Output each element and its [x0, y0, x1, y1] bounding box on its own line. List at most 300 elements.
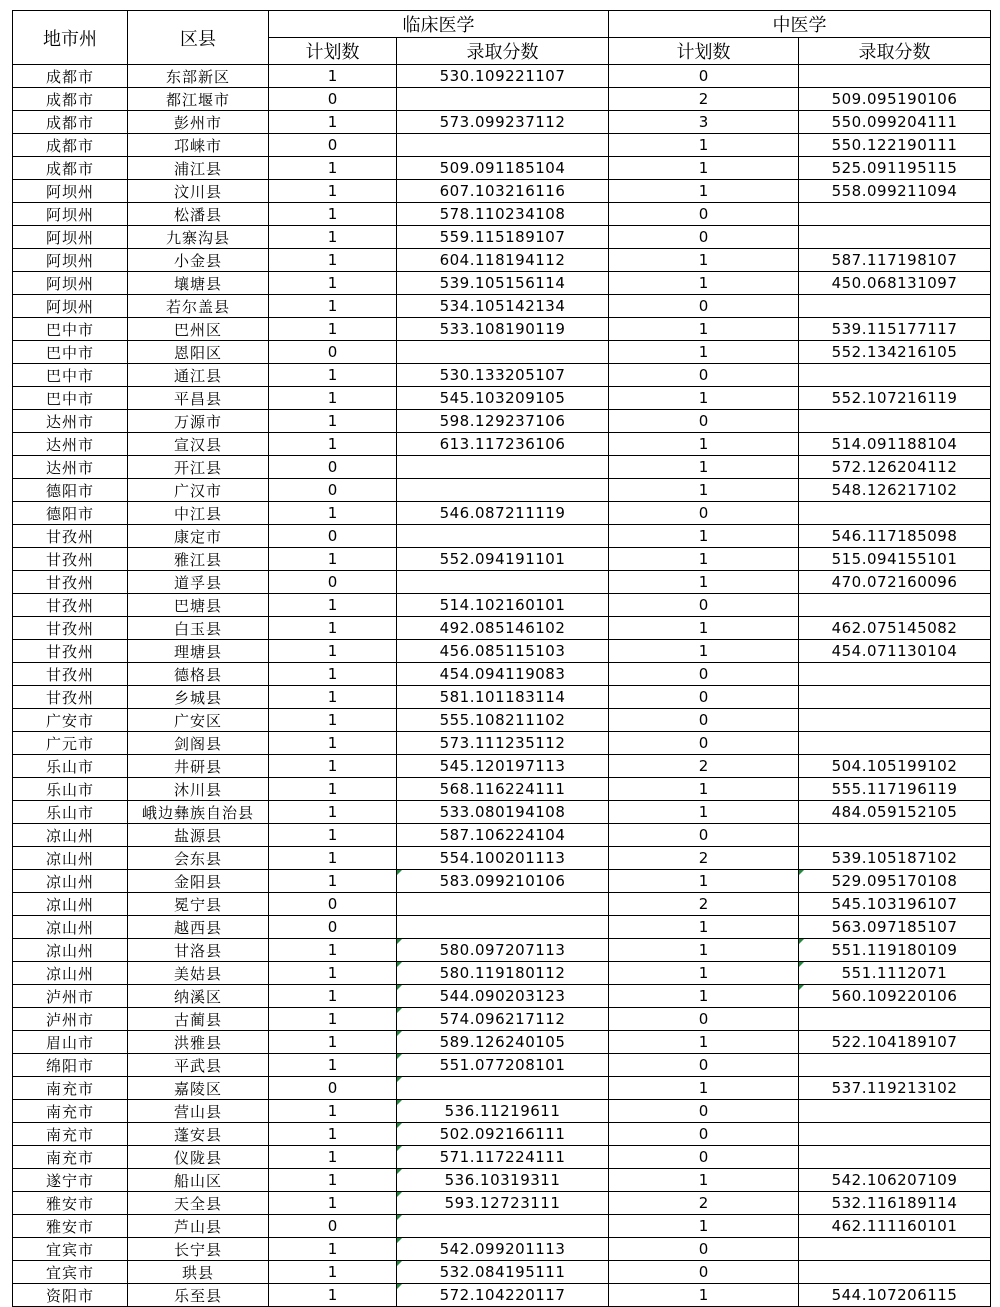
cell-tcm-plan: 0	[609, 203, 799, 226]
table-row	[13, 594, 991, 617]
cell-county: 会东县	[128, 847, 269, 870]
table-row	[13, 203, 991, 226]
cell-city: 眉山市	[13, 1031, 128, 1054]
cell-city: 甘孜州	[13, 571, 128, 594]
cell-clinical-score: 533.108190119	[397, 318, 609, 341]
cell-city: 凉山州	[13, 870, 128, 893]
table-row	[13, 824, 991, 847]
cell-clinical-plan: 1	[269, 1146, 397, 1169]
cell-clinical-plan: 1	[269, 1261, 397, 1284]
cell-clinical-score	[397, 525, 609, 548]
table-row	[13, 364, 991, 387]
cell-clinical-score: 571.117224111	[397, 1146, 609, 1169]
cell-clinical-score: 578.110234108	[397, 203, 609, 226]
cell-clinical-score	[397, 571, 609, 594]
table-row	[13, 1077, 991, 1100]
cell-tcm-plan: 0	[609, 65, 799, 88]
cell-tcm-plan: 1	[609, 778, 799, 801]
cell-city: 泸州市	[13, 985, 128, 1008]
table-row	[13, 1192, 991, 1215]
cell-county: 通江县	[128, 364, 269, 387]
cell-clinical-plan: 1	[269, 111, 397, 134]
cell-city: 甘孜州	[13, 594, 128, 617]
table-row	[13, 939, 991, 962]
cell-clinical-score: 583.099210106	[397, 870, 609, 893]
cell-tcm-score: 560.109220106	[799, 985, 991, 1008]
cell-clinical-score: 587.106224104	[397, 824, 609, 847]
cell-clinical-plan: 1	[269, 755, 397, 778]
cell-tcm-plan: 1	[609, 985, 799, 1008]
cell-clinical-plan: 1	[269, 157, 397, 180]
cell-tcm-score	[799, 663, 991, 686]
cell-tcm-score: 470.072160096	[799, 571, 991, 594]
cell-tcm-plan: 1	[609, 249, 799, 272]
cell-city: 达州市	[13, 433, 128, 456]
cell-city: 达州市	[13, 456, 128, 479]
cell-county: 平昌县	[128, 387, 269, 410]
table-row	[13, 249, 991, 272]
cell-tcm-plan: 0	[609, 1238, 799, 1261]
table-row	[13, 1100, 991, 1123]
cell-county: 德格县	[128, 663, 269, 686]
cell-county: 万源市	[128, 410, 269, 433]
cell-tcm-plan: 1	[609, 870, 799, 893]
table-row	[13, 65, 991, 88]
cell-clinical-plan: 1	[269, 1008, 397, 1031]
cell-county: 美姑县	[128, 962, 269, 985]
cell-clinical-plan: 1	[269, 318, 397, 341]
cell-clinical-plan: 1	[269, 272, 397, 295]
table-row	[13, 663, 991, 686]
cell-clinical-score	[397, 88, 609, 111]
cell-county: 都江堰市	[128, 88, 269, 111]
header-group-clinical: 临床医学	[269, 11, 609, 38]
header-clinical-plan: 计划数	[269, 38, 397, 65]
cell-clinical-plan: 0	[269, 916, 397, 939]
table-header	[13, 11, 991, 65]
cell-clinical-score: 574.096217112	[397, 1008, 609, 1031]
cell-tcm-plan: 0	[609, 1261, 799, 1284]
table-row	[13, 134, 991, 157]
table-row	[13, 1123, 991, 1146]
cell-county: 纳溪区	[128, 985, 269, 1008]
cell-clinical-score: 572.104220117	[397, 1284, 609, 1307]
cell-tcm-score: 550.122190111	[799, 134, 991, 157]
cell-city: 雅安市	[13, 1192, 128, 1215]
cell-tcm-plan: 1	[609, 617, 799, 640]
cell-city: 巴中市	[13, 387, 128, 410]
cell-tcm-plan: 3	[609, 111, 799, 134]
cell-tcm-score: 484.059152105	[799, 801, 991, 824]
cell-city: 德阳市	[13, 479, 128, 502]
cell-clinical-score: 604.118194112	[397, 249, 609, 272]
cell-county: 平武县	[128, 1054, 269, 1077]
table-row	[13, 962, 991, 985]
cell-county: 康定市	[128, 525, 269, 548]
cell-tcm-plan: 1	[609, 962, 799, 985]
cell-city: 凉山州	[13, 962, 128, 985]
cell-city: 甘孜州	[13, 617, 128, 640]
cell-clinical-plan: 1	[269, 824, 397, 847]
cell-clinical-score	[397, 479, 609, 502]
cell-tcm-score: 558.099211094	[799, 180, 991, 203]
cell-county: 营山县	[128, 1100, 269, 1123]
table-row	[13, 410, 991, 433]
cell-tcm-score	[799, 502, 991, 525]
table-row	[13, 88, 991, 111]
cell-clinical-plan: 0	[269, 479, 397, 502]
cell-tcm-plan: 0	[609, 594, 799, 617]
header-county: 区县	[128, 11, 269, 65]
cell-city: 阿坝州	[13, 272, 128, 295]
cell-tcm-score: 539.115177117	[799, 318, 991, 341]
cell-city: 阿坝州	[13, 226, 128, 249]
cell-tcm-score	[799, 1146, 991, 1169]
cell-tcm-plan: 0	[609, 1054, 799, 1077]
cell-tcm-score	[799, 1100, 991, 1123]
cell-city: 德阳市	[13, 502, 128, 525]
cell-clinical-score: 589.126240105	[397, 1031, 609, 1054]
cell-clinical-score: 536.10319311	[397, 1169, 609, 1192]
cell-city: 遂宁市	[13, 1169, 128, 1192]
spreadsheet	[12, 10, 990, 1307]
cell-county: 井研县	[128, 755, 269, 778]
cell-city: 南充市	[13, 1077, 128, 1100]
cell-clinical-plan: 0	[269, 1077, 397, 1100]
cell-city: 巴中市	[13, 318, 128, 341]
cell-tcm-score: 515.094155101	[799, 548, 991, 571]
cell-city: 南充市	[13, 1146, 128, 1169]
table-row	[13, 870, 991, 893]
cell-city: 甘孜州	[13, 525, 128, 548]
table-row	[13, 847, 991, 870]
cell-city: 南充市	[13, 1123, 128, 1146]
cell-county: 长宁县	[128, 1238, 269, 1261]
cell-tcm-score	[799, 732, 991, 755]
cell-clinical-plan: 0	[269, 341, 397, 364]
cell-city: 乐山市	[13, 801, 128, 824]
cell-clinical-plan: 1	[269, 387, 397, 410]
cell-county: 浦江县	[128, 157, 269, 180]
cell-county: 广汉市	[128, 479, 269, 502]
cell-tcm-score: 522.104189107	[799, 1031, 991, 1054]
cell-city: 资阳市	[13, 1284, 128, 1307]
cell-tcm-score: 552.107216119	[799, 387, 991, 410]
cell-clinical-plan: 1	[269, 870, 397, 893]
cell-clinical-score: 573.111235112	[397, 732, 609, 755]
cell-tcm-plan: 2	[609, 88, 799, 111]
cell-tcm-score: 544.107206115	[799, 1284, 991, 1307]
cell-clinical-score: 544.090203123	[397, 985, 609, 1008]
cell-county: 壤塘县	[128, 272, 269, 295]
cell-city: 甘孜州	[13, 640, 128, 663]
table-row	[13, 1031, 991, 1054]
cell-clinical-score	[397, 134, 609, 157]
cell-clinical-plan: 0	[269, 571, 397, 594]
cell-tcm-plan: 0	[609, 824, 799, 847]
cell-clinical-plan: 1	[269, 180, 397, 203]
cell-tcm-plan: 1	[609, 318, 799, 341]
cell-county: 乐至县	[128, 1284, 269, 1307]
cell-tcm-plan: 1	[609, 1031, 799, 1054]
cell-county: 白玉县	[128, 617, 269, 640]
cell-clinical-score: 554.100201113	[397, 847, 609, 870]
cell-tcm-score: 545.103196107	[799, 893, 991, 916]
cell-clinical-plan: 1	[269, 433, 397, 456]
cell-tcm-plan: 1	[609, 571, 799, 594]
table-row	[13, 1284, 991, 1307]
cell-tcm-plan: 0	[609, 686, 799, 709]
cell-clinical-score: 545.103209105	[397, 387, 609, 410]
cell-tcm-plan: 1	[609, 272, 799, 295]
cell-clinical-plan: 1	[269, 65, 397, 88]
table-row	[13, 1054, 991, 1077]
cell-tcm-score	[799, 594, 991, 617]
cell-clinical-score: 607.103216116	[397, 180, 609, 203]
cell-clinical-score	[397, 341, 609, 364]
cell-tcm-plan: 1	[609, 525, 799, 548]
cell-tcm-plan: 0	[609, 732, 799, 755]
cell-tcm-score: 555.117196119	[799, 778, 991, 801]
table-row	[13, 387, 991, 410]
table-row	[13, 893, 991, 916]
table-row	[13, 686, 991, 709]
cell-county: 仪陇县	[128, 1146, 269, 1169]
cell-tcm-score	[799, 203, 991, 226]
cell-tcm-plan: 1	[609, 433, 799, 456]
cell-city: 成都市	[13, 65, 128, 88]
cell-county: 芦山县	[128, 1215, 269, 1238]
table-row	[13, 755, 991, 778]
cell-tcm-plan: 1	[609, 1284, 799, 1307]
cell-county: 九寨沟县	[128, 226, 269, 249]
cell-county: 峨边彝族自治县	[128, 801, 269, 824]
table-row	[13, 318, 991, 341]
table-row	[13, 272, 991, 295]
cell-tcm-plan: 1	[609, 640, 799, 663]
cell-clinical-score	[397, 916, 609, 939]
cell-clinical-score: 539.105156114	[397, 272, 609, 295]
cell-tcm-plan: 0	[609, 295, 799, 318]
cell-tcm-plan: 1	[609, 479, 799, 502]
cell-county: 船山区	[128, 1169, 269, 1192]
cell-county: 宣汉县	[128, 433, 269, 456]
cell-city: 泸州市	[13, 1008, 128, 1031]
cell-county: 洪雅县	[128, 1031, 269, 1054]
cell-city: 甘孜州	[13, 548, 128, 571]
cell-tcm-plan: 0	[609, 1146, 799, 1169]
cell-clinical-score	[397, 1077, 609, 1100]
cell-clinical-plan: 1	[269, 226, 397, 249]
cell-tcm-plan: 0	[609, 663, 799, 686]
cell-tcm-score: 551.1112071	[799, 962, 991, 985]
cell-clinical-plan: 1	[269, 502, 397, 525]
cell-clinical-plan: 1	[269, 1169, 397, 1192]
table-row	[13, 479, 991, 502]
cell-city: 阿坝州	[13, 295, 128, 318]
cell-tcm-score: 537.119213102	[799, 1077, 991, 1100]
cell-tcm-plan: 0	[609, 1123, 799, 1146]
cell-city: 凉山州	[13, 916, 128, 939]
table-row	[13, 916, 991, 939]
cell-tcm-score: 504.105199102	[799, 755, 991, 778]
cell-tcm-plan: 0	[609, 1008, 799, 1031]
cell-tcm-plan: 0	[609, 364, 799, 387]
cell-city: 凉山州	[13, 939, 128, 962]
cell-clinical-plan: 1	[269, 640, 397, 663]
cell-clinical-plan: 1	[269, 686, 397, 709]
cell-tcm-plan: 1	[609, 157, 799, 180]
table-row	[13, 709, 991, 732]
cell-clinical-plan: 1	[269, 295, 397, 318]
cell-clinical-score: 555.108211102	[397, 709, 609, 732]
cell-tcm-score: 542.106207109	[799, 1169, 991, 1192]
cell-tcm-plan: 1	[609, 341, 799, 364]
cell-clinical-plan: 1	[269, 617, 397, 640]
cell-tcm-plan: 0	[609, 410, 799, 433]
cell-tcm-plan: 1	[609, 916, 799, 939]
cell-tcm-score	[799, 1008, 991, 1031]
cell-tcm-plan: 2	[609, 847, 799, 870]
header-tcm-score: 录取分数	[799, 38, 991, 65]
cell-tcm-plan: 0	[609, 709, 799, 732]
cell-tcm-score	[799, 1261, 991, 1284]
cell-tcm-score	[799, 364, 991, 387]
table-row	[13, 433, 991, 456]
cell-county: 天全县	[128, 1192, 269, 1215]
cell-tcm-score	[799, 65, 991, 88]
cell-county: 古蔺县	[128, 1008, 269, 1031]
cell-clinical-plan: 1	[269, 548, 397, 571]
cell-tcm-plan: 1	[609, 456, 799, 479]
cell-tcm-score: 532.116189114	[799, 1192, 991, 1215]
cell-county: 乡城县	[128, 686, 269, 709]
cell-clinical-score	[397, 1215, 609, 1238]
cell-clinical-score: 545.120197113	[397, 755, 609, 778]
cell-clinical-plan: 0	[269, 134, 397, 157]
cell-city: 成都市	[13, 88, 128, 111]
cell-clinical-score: 551.077208101	[397, 1054, 609, 1077]
cell-clinical-plan: 1	[269, 709, 397, 732]
cell-city: 阿坝州	[13, 203, 128, 226]
cell-tcm-plan: 1	[609, 1077, 799, 1100]
cell-clinical-plan: 1	[269, 410, 397, 433]
cell-tcm-score: 454.071130104	[799, 640, 991, 663]
cell-clinical-score: 581.101183114	[397, 686, 609, 709]
cell-city: 达州市	[13, 410, 128, 433]
cell-clinical-plan: 1	[269, 1100, 397, 1123]
cell-city: 宜宾市	[13, 1261, 128, 1284]
cell-county: 盐源县	[128, 824, 269, 847]
cell-county: 广安区	[128, 709, 269, 732]
cell-tcm-plan: 2	[609, 1192, 799, 1215]
table-row	[13, 295, 991, 318]
cell-clinical-plan: 1	[269, 1123, 397, 1146]
cell-tcm-score: 552.134216105	[799, 341, 991, 364]
cell-clinical-score: 454.094119083	[397, 663, 609, 686]
cell-clinical-score: 542.099201113	[397, 1238, 609, 1261]
cell-city: 广安市	[13, 709, 128, 732]
cell-county: 若尔盖县	[128, 295, 269, 318]
cell-clinical-plan: 1	[269, 594, 397, 617]
cell-clinical-score: 492.085146102	[397, 617, 609, 640]
cell-clinical-score: 593.12723111	[397, 1192, 609, 1215]
cell-tcm-plan: 1	[609, 1215, 799, 1238]
cell-clinical-score: 580.119180112	[397, 962, 609, 985]
cell-tcm-plan: 2	[609, 893, 799, 916]
cell-clinical-plan: 1	[269, 1238, 397, 1261]
cell-county: 越西县	[128, 916, 269, 939]
cell-tcm-score: 529.095170108	[799, 870, 991, 893]
cell-county: 蓬安县	[128, 1123, 269, 1146]
cell-county: 东部新区	[128, 65, 269, 88]
cell-city: 甘孜州	[13, 686, 128, 709]
cell-tcm-score	[799, 824, 991, 847]
cell-tcm-score	[799, 1054, 991, 1077]
cell-tcm-plan: 0	[609, 1100, 799, 1123]
cell-clinical-score: 573.099237112	[397, 111, 609, 134]
cell-city: 南充市	[13, 1100, 128, 1123]
cell-county: 甘洛县	[128, 939, 269, 962]
cell-city: 广元市	[13, 732, 128, 755]
cell-clinical-score: 509.091185104	[397, 157, 609, 180]
cell-clinical-plan: 0	[269, 456, 397, 479]
cell-clinical-plan: 1	[269, 1031, 397, 1054]
cell-tcm-plan: 1	[609, 180, 799, 203]
cell-tcm-plan: 1	[609, 1169, 799, 1192]
cell-county: 邛崃市	[128, 134, 269, 157]
table-row	[13, 1238, 991, 1261]
cell-tcm-score: 587.117198107	[799, 249, 991, 272]
cell-clinical-score: 559.115189107	[397, 226, 609, 249]
cell-county: 松潘县	[128, 203, 269, 226]
cell-city: 阿坝州	[13, 249, 128, 272]
table-row	[13, 1146, 991, 1169]
cell-county: 理塘县	[128, 640, 269, 663]
cell-tcm-score: 525.091195115	[799, 157, 991, 180]
cell-clinical-score: 530.133205107	[397, 364, 609, 387]
cell-city: 宜宾市	[13, 1238, 128, 1261]
cell-clinical-plan: 1	[269, 778, 397, 801]
cell-clinical-score: 552.094191101	[397, 548, 609, 571]
cell-clinical-plan: 1	[269, 801, 397, 824]
cell-clinical-score: 534.105142134	[397, 295, 609, 318]
cell-clinical-score: 568.116224111	[397, 778, 609, 801]
cell-tcm-score: 539.105187102	[799, 847, 991, 870]
cell-clinical-plan: 1	[269, 203, 397, 226]
cell-tcm-plan: 1	[609, 801, 799, 824]
cell-city: 巴中市	[13, 341, 128, 364]
cell-clinical-score: 598.129237106	[397, 410, 609, 433]
table-row	[13, 525, 991, 548]
cell-county: 剑阁县	[128, 732, 269, 755]
cell-tcm-score: 563.097185107	[799, 916, 991, 939]
cell-tcm-plan: 1	[609, 387, 799, 410]
cell-clinical-score: 546.087211119	[397, 502, 609, 525]
table-row	[13, 548, 991, 571]
cell-county: 冕宁县	[128, 893, 269, 916]
cell-tcm-plan: 1	[609, 134, 799, 157]
table-row	[13, 226, 991, 249]
cell-city: 成都市	[13, 157, 128, 180]
cell-tcm-score	[799, 1123, 991, 1146]
table-row	[13, 640, 991, 663]
cell-county: 嘉陵区	[128, 1077, 269, 1100]
cell-city: 巴中市	[13, 364, 128, 387]
cell-tcm-plan: 0	[609, 502, 799, 525]
cell-county: 彭州市	[128, 111, 269, 134]
cell-clinical-score	[397, 456, 609, 479]
